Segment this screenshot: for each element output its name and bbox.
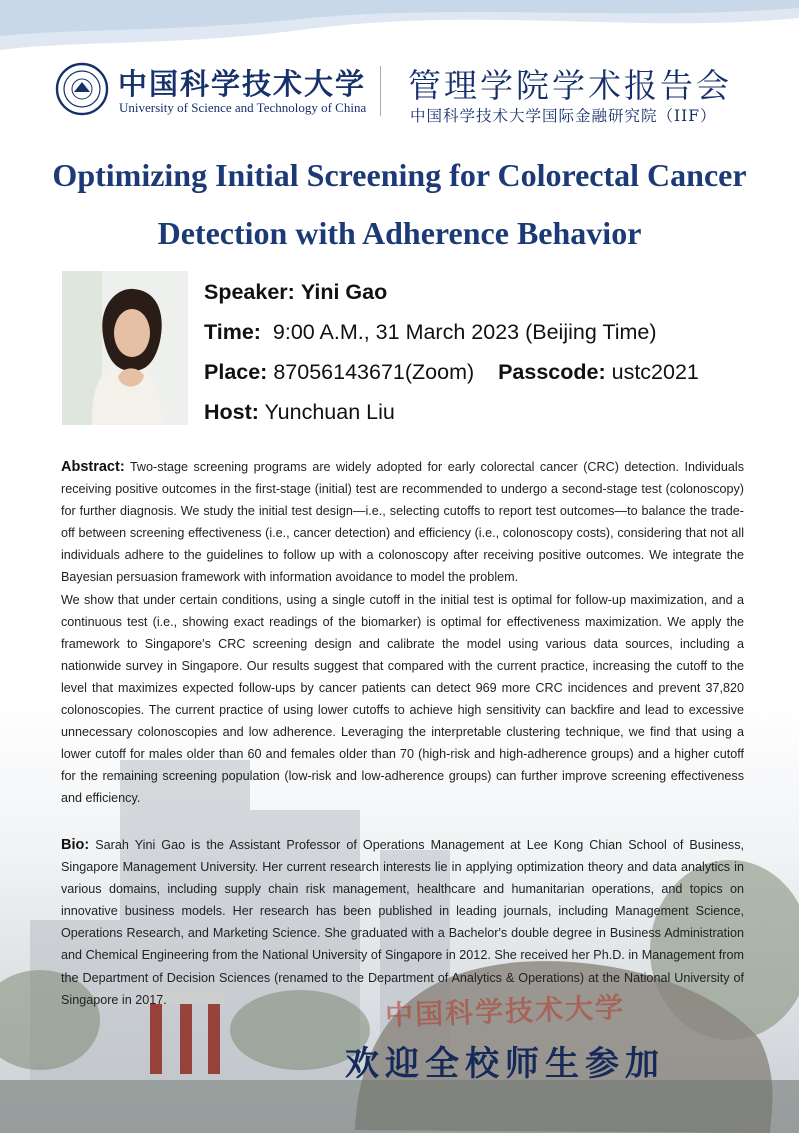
host-label: Host: (204, 400, 259, 424)
header-wave-decoration (0, 0, 799, 60)
speaker-row (204, 280, 387, 305)
speaker-photo (62, 271, 188, 425)
university-name-english: University of Science and Technology of China (119, 100, 367, 115)
abstract-paragraph-2: We show that under certain conditions, using a single cutoff in the initial test is optimal for follow-up maximization, and a continuous test (i.e., showing exact readings of the biomarker) is optimal for effectiveness maximization. We apply the framework to Singapore's CRC screening design and calibrate the model using various data sources, including a nationwide survey in Singapore. Our results suggest that compared with the current practice, increasing the cutoff to the level that maximizes expected follow-ups by cancer patients can detect 969 more CRC incidences and prevent 37,820 colonoscopies. The current practice of using lower cutoffs to achieve high sensitivity can backfire and lead to excessive unnecessary colonoscopies and low adherence. Leveraging the interpretable clustering technique, we find that using a lower cutoff for males older than 60 and females older than 70 (high-risk and high-adherence groups) and a higher cutoff for the remaining screening population (low-risk and low-adherence groups) can further improve screening effectiveness and efficiency. (61, 592, 744, 806)
bio-text: Sarah Yini Gao is the Assistant Professor of Operations Management at Lee Kong Chian School of Business, Singapore Management University. Her current research interests lie in applying optimization theory and data analytics in various domains, including supply chain risk management, healthcare and humanitarian operations, and topics on innovative business models. Her research has been published in leading journals, including Management Science, Operations Research, and Marketing Science. She graduated with a Bachelor's double degree in Business Administration and Chemical Engineering from the National University of Singapore in 2012. She received her Ph.D. in Management from the Department of Decision Sciences (renamed to the Department of Analytics & Operations) at the National University of Singapore in 2017. (61, 838, 745, 1007)
rock-inscription: 中国科学技术大学 (384, 990, 626, 1033)
abstract-section (61, 456, 744, 810)
time-value: 9:00 A.M., 31 March 2023 (Beijing Time) (272, 320, 657, 344)
host-row (204, 400, 395, 425)
place-row (204, 360, 699, 385)
university-name-chinese: 中国科学技术大学 (118, 67, 367, 101)
time-row (204, 320, 657, 345)
university-seal-logo (55, 62, 109, 116)
speaker-label: Speaker: (204, 280, 295, 304)
abstract-text-1: Two-stage screening programs are widely adopted for early colorectal cancer (CRC) detection. Individuals receiving positive outcomes in the first-stage (initial) test are recommended to undergo a second-stage test (colonoscopy) for further diagnosis. We study the initial test design—i.e., selecting cutoffs to report test outcomes—to balance the trade-off between screening effectiveness (i.e., cancer detection) and efficiency (i.e., colonoscopy costs), considering that not all individuals adhere to the guidelines to follow up with a colonoscopy after receiving positive outcomes. We integrate the Bayesian persuasion framework with information avoidance to model the problem. (61, 460, 744, 585)
bio-section (61, 834, 744, 1011)
talk-title: Optimizing Initial Screening for Colorectal Cancer Detection with Adherence Behavior (52, 157, 747, 251)
passcode-value: ustc2021 (611, 360, 699, 384)
bio-label: Bio: (61, 837, 90, 853)
place-value: 87056143671(Zoom) (273, 360, 475, 384)
welcome-message: 欢迎全校师生参加 (345, 1044, 665, 1084)
header-divider (380, 66, 381, 116)
place-label: Place: (204, 360, 268, 384)
time-label: Time: (204, 320, 261, 344)
speaker-name: Yini Gao (300, 280, 388, 304)
abstract-label: Abstract: (61, 459, 125, 475)
abstract-paragraph-1 (61, 456, 744, 589)
passcode-label: Passcode: (498, 360, 606, 384)
seminar-series-title: 管理学院学术报告会 (408, 66, 732, 105)
host-name: Yunchuan Liu (264, 400, 395, 424)
seminar-series-subtitle: 中国科学技术大学国际金融研究院（IIF） (410, 107, 717, 125)
